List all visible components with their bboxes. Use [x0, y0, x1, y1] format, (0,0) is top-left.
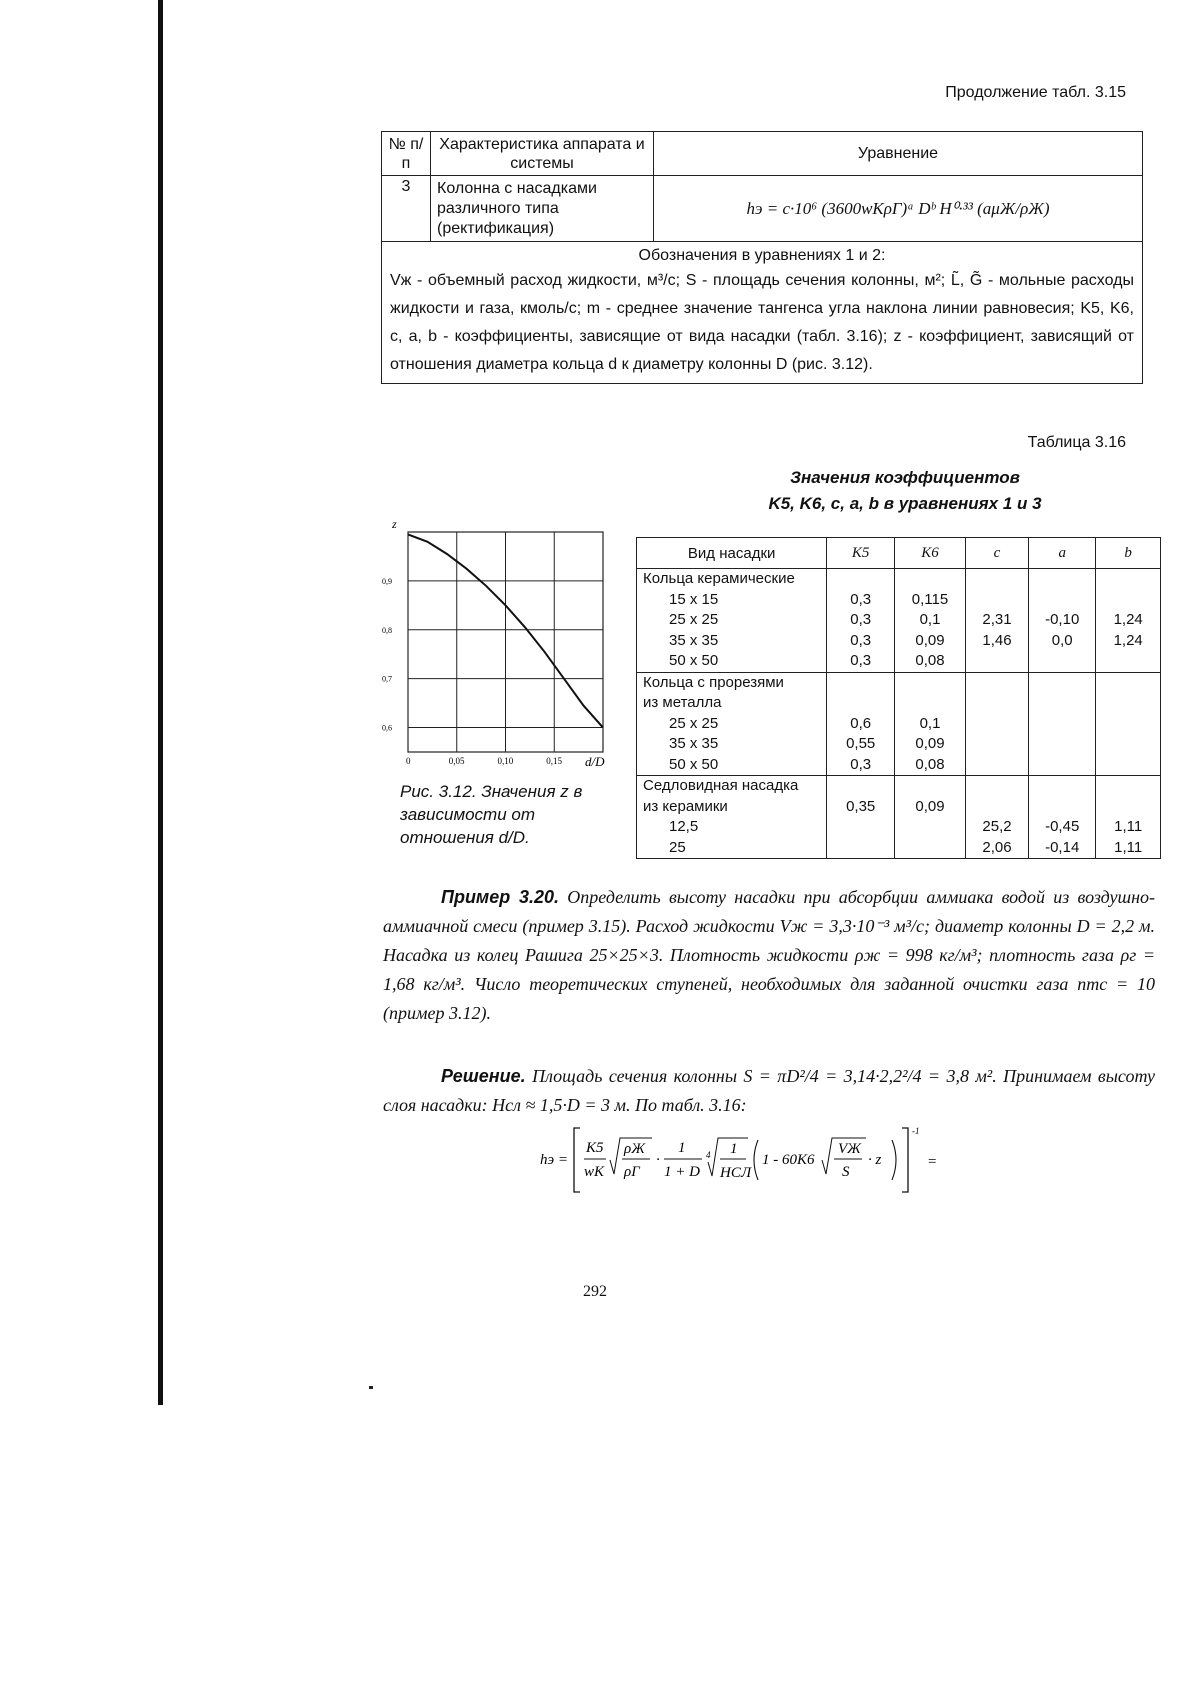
y-tick-label: 0,8	[382, 625, 392, 635]
value-b: 1,24	[1113, 631, 1143, 649]
value-c	[972, 734, 1022, 755]
table-row	[637, 672, 1161, 776]
solution-lead: Решение.	[441, 1066, 526, 1086]
header-vid-nasadki: Вид насадки	[637, 538, 827, 569]
header-c: c	[965, 538, 1028, 569]
table-3-16-subtitle: K5, K6, c, a, b в уравнениях 1 и 3	[768, 494, 1042, 513]
svg-text:4: 4	[706, 1150, 711, 1160]
formula-k5: K5	[586, 1140, 604, 1156]
group-1-names	[637, 569, 827, 673]
value-c	[972, 797, 1022, 818]
value-k5	[833, 817, 888, 838]
solution-paragraph	[383, 1062, 1155, 1120]
size-label: 12,5	[669, 818, 699, 835]
value-k5: 0,3	[850, 631, 872, 649]
value-k5: 0,6	[850, 714, 872, 732]
group-2-k6-column	[895, 672, 966, 776]
value-b: 1,11	[1114, 838, 1143, 856]
value-c	[972, 590, 1022, 611]
value-c: 1,46	[982, 631, 1012, 649]
value-a	[1035, 797, 1089, 818]
group-3-a-column	[1029, 776, 1096, 859]
y-axis-label: z	[392, 517, 397, 531]
group-2-c-column	[965, 672, 1028, 776]
group-1-c-column	[965, 569, 1028, 673]
x-tick-label: 0,15	[546, 756, 562, 766]
size-label: 15 x 15	[669, 590, 719, 608]
formula-one-plus-d: 1 + D	[664, 1164, 700, 1180]
group-2-b-column	[1096, 672, 1161, 776]
value-k6	[901, 817, 959, 838]
formula-lhs: hэ =	[540, 1152, 568, 1168]
continuation-label: Продолжение табл. 3.15	[945, 84, 1126, 101]
group-1-b-column	[1096, 569, 1161, 673]
value-c	[972, 755, 1022, 776]
header-a: a	[1029, 538, 1096, 569]
value-a	[1035, 714, 1089, 735]
page-binding-edge	[158, 0, 163, 1405]
value-b: 1,24	[1113, 611, 1143, 628]
size-label: 25 x 25	[669, 611, 719, 628]
value-a	[1035, 651, 1089, 672]
col-eq-header: Уравнение	[654, 132, 1143, 176]
notes-cell	[382, 242, 1143, 384]
x-axis-label: d/D	[585, 754, 605, 769]
size-label: 35 x 35	[669, 735, 719, 752]
group-3-k6-column	[895, 776, 966, 859]
group-3-b-column	[1096, 776, 1161, 859]
example-text: Определить высоту насадки при абсорбции аммиака водой из воздушно-аммиачной смеси (пример 3.15). Расход жидкости Vж = 3,3·10⁻³ м³/с; диаметр колонны D = 2,2 м. Насадка из колец Рашига 25×25×3. Плотность жидкости ρж = 998 кг/м³; плотность газа ρг = 1,68 кг/м³. Число теоретических ступеней, необходимых для заданной очистки газа nтс = 10 (пример 3.12).	[383, 887, 1156, 1023]
value-b	[1102, 590, 1154, 611]
table-3-16-label: Таблица 3.16	[1027, 434, 1126, 451]
row-equation: hэ = c·10⁶ (3600wКρГ)ᵃ Dᵇ H⁰·³³ (aμЖ/ρЖ)	[654, 176, 1143, 242]
formula-rho-zh: ρЖ	[624, 1141, 645, 1157]
value-a: -0,10	[1045, 611, 1080, 628]
value-a	[1035, 734, 1089, 755]
value-k5: 0,35	[846, 797, 876, 815]
value-b	[1102, 651, 1154, 672]
figure-caption: Рис. 3.12. Значения z в зависимости от отношения d/D.	[400, 782, 583, 847]
formula-hsl: HСЛ	[720, 1165, 752, 1181]
value-k6: 0,08	[915, 755, 945, 773]
value-k5: 0,3	[850, 590, 872, 608]
y-tick-label: 0,9	[382, 576, 392, 586]
x-tick-label: 0,10	[497, 756, 514, 766]
value-c: 2,06	[982, 838, 1012, 856]
header-k6: K6	[895, 538, 966, 569]
value-k5	[833, 838, 888, 859]
formula-one: 1	[678, 1140, 686, 1156]
group-3-c-column	[965, 776, 1028, 859]
value-a	[1035, 590, 1089, 611]
group-1-k6-column	[895, 569, 966, 673]
value-c: 2,31	[982, 611, 1012, 628]
y-tick-label: 0,6	[382, 723, 392, 733]
group-1-a-column	[1029, 569, 1096, 673]
table-3-16-header-row	[637, 538, 1161, 569]
value-k6: 0,08	[915, 652, 945, 669]
col-num-header: № п/п	[382, 132, 431, 176]
x-tick-label: 0	[406, 756, 411, 766]
value-b: 1,11	[1114, 818, 1143, 835]
example-lead: Пример 3.20.	[441, 887, 560, 907]
height-formula	[540, 1120, 960, 1200]
value-b	[1102, 734, 1154, 755]
value-k6: 0,09	[915, 797, 945, 815]
solution-text: Площадь сечения колонны S = πD²/4 = 3,14·2,2²/4 = 3,8 м². Принимаем высоту слоя насадки: Hсл ≈ 1,5·D = 3 м. По табл. 3.16:	[383, 1066, 1155, 1115]
group-3-k5-column	[827, 776, 895, 859]
value-k6	[901, 838, 959, 859]
value-k5: 0,3	[850, 652, 872, 669]
group-2-k5-column	[827, 672, 895, 776]
formula-z: · z	[868, 1152, 882, 1168]
value-k6: 0,09	[915, 631, 945, 649]
chart-z-vs-d-over-D	[380, 512, 620, 774]
value-a: 0,0	[1051, 631, 1073, 649]
value-b	[1102, 714, 1154, 735]
notes-title: Обозначения в уравнениях 1 и 2:	[638, 247, 886, 264]
value-c: 25,2	[982, 818, 1012, 835]
value-a	[1035, 755, 1089, 776]
formula-equals: =	[928, 1154, 937, 1170]
value-k5: 0,3	[850, 755, 872, 773]
table-row	[637, 776, 1161, 859]
table-3-16-title: Значения коэффициентов	[790, 468, 1020, 487]
formula-rho-g: ρГ	[624, 1164, 640, 1180]
table-3-16	[636, 537, 1161, 859]
scan-speck	[369, 1386, 373, 1389]
formula-vzh: VЖ	[838, 1141, 861, 1157]
group-name: Седловидная насадка	[643, 777, 799, 794]
value-c	[972, 651, 1022, 672]
value-k6: 0,115	[911, 590, 949, 608]
example-paragraph	[383, 883, 1155, 1028]
value-b	[1102, 755, 1154, 776]
value-a: -0,14	[1045, 838, 1080, 856]
value-k6: 0,1	[919, 714, 941, 732]
formula-wk: wK	[584, 1164, 605, 1180]
row-num: 3	[382, 176, 431, 242]
value-k5: 0,3	[850, 611, 872, 628]
group-name: из металла	[643, 694, 722, 711]
formula-s: S	[842, 1164, 850, 1180]
size-label: 35 x 35	[669, 631, 719, 649]
table-row	[637, 569, 1161, 673]
table-3-15	[381, 131, 1143, 384]
x-tick-label: 0,05	[448, 756, 465, 766]
size-label: из керамики	[643, 797, 728, 815]
notes-text: Vж - объемный расход жидкости, м³/с; S - площадь сечения колонны, м²; L̃, G̃ - мольные расходы жидкости и газа, кмоль/с; m - среднее значение тангенса угла наклона линии равновесия; K5, K6, c, a, b - коэффициенты, зависящие от вида насадки (табл. 3.16); z - коэффициент, зависящий от отношения диаметра кольца d к диаметру колонны D (рис. 3.12).	[390, 272, 1134, 373]
group-3-names	[637, 776, 827, 859]
value-k6: 0,09	[915, 735, 945, 752]
size-label: 25	[669, 838, 686, 856]
size-label: 50 x 50	[669, 755, 719, 773]
group-2-a-column	[1029, 672, 1096, 776]
col-char-header: Характеристика аппарата и системы	[431, 132, 654, 176]
header-b: b	[1096, 538, 1161, 569]
size-label: 50 x 50	[669, 652, 719, 669]
y-tick-label: 0,7	[382, 674, 392, 684]
group-2-names	[637, 672, 827, 776]
group-name: Кольца керамические	[643, 570, 795, 587]
header-k5: K5	[827, 538, 895, 569]
group-1-k5-column	[827, 569, 895, 673]
value-c	[972, 714, 1022, 735]
svg-text:1: 1	[730, 1141, 738, 1157]
value-k5: 0,55	[846, 735, 876, 752]
row-characteristic: Колонна с насадками различного типа (ректификация)	[431, 176, 654, 242]
value-k6: 0,1	[919, 611, 941, 628]
value-b	[1102, 797, 1154, 818]
table-3-16-body	[637, 569, 1161, 859]
value-a: -0,45	[1045, 818, 1080, 835]
group-name: Кольца с прорезями	[643, 673, 784, 691]
svg-text:·: ·	[656, 1152, 660, 1168]
page-number: 292	[583, 1283, 607, 1300]
size-label: 25 x 25	[669, 714, 719, 732]
formula-inner: 1 - 60K6	[762, 1152, 815, 1168]
formula-exponent: -1	[912, 1126, 920, 1136]
